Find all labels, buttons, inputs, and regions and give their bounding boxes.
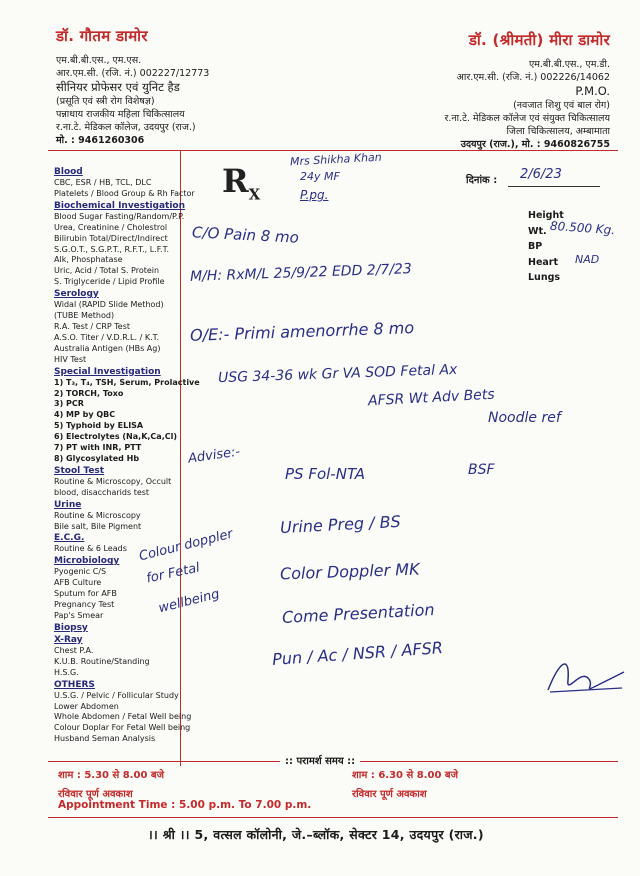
investigation-heading: E.C.G.	[54, 533, 85, 544]
investigation-item: Widal (RAPID Slide Method)	[54, 300, 164, 310]
vital-weight: Wt.	[528, 225, 547, 237]
investigation-heading: X-Ray	[54, 634, 83, 645]
hw-usg-1: USG 34-36 wk Gr VA SOD Fetal Ax	[217, 361, 458, 387]
investigation-item: AFB Culture	[54, 578, 102, 588]
investigation-heading: Serology	[54, 289, 99, 300]
investigation-heading: Biochemical Investigation	[54, 200, 186, 211]
investigation-item: Routine & Microscopy, Occult	[54, 476, 172, 486]
rx-symbol: $R_X$	[222, 162, 261, 204]
investigation-heading: Urine	[54, 499, 82, 510]
investigation-item: HIV Test	[54, 354, 87, 364]
investigation-heading: Biopsy	[54, 622, 88, 633]
hw-menstrual-history: M/H: RxM/L 25/9/22 EDD 2/7/23	[189, 261, 413, 285]
hw-rx-4: Come Presentation	[281, 600, 435, 627]
investigation-item: Pregnancy Test	[54, 600, 115, 610]
investigation-item: Husband Seman Analysis	[54, 734, 156, 744]
investigation-item: Colour Doplar For Fetal Well being	[54, 723, 191, 733]
hw-examination: O/E:- Primi amenorrhe 8 mo	[189, 318, 415, 345]
investigation-item: Routine & Microscopy	[54, 510, 141, 520]
hw-rx-1: PS Fol-NTA	[285, 465, 365, 483]
hw-rx-5: Pun / Ac / NSR / AFSR	[271, 638, 444, 669]
appointment-time: Appointment Time : 5.00 p.m. To 7.00 p.m.	[58, 799, 312, 811]
investigation-item: K.U.B. Routine/Standing	[54, 656, 150, 666]
doctor-right-name: डॉ. (श्रीमती) मीरा डामोर	[468, 31, 610, 49]
investigation-item: Australia Antigen (HBs Ag)	[54, 343, 161, 353]
doctor-right-speciality: (नवजात शिशु एवं बाल रोग)	[513, 100, 610, 111]
hw-chief-complaint: C/O Pain 8 mo	[191, 223, 300, 247]
investigation-item: Uric, Acid / Total S. Protein	[54, 266, 160, 276]
doctor-left-name: डॉ. गौतम डामोर	[56, 27, 148, 45]
doctor-left-college: र.ना.टे. मेडिकल कॉलेज, उदयपुर (राज.)	[56, 122, 196, 133]
doctor-left-degree: एम.बी.बी.एस., एम.एस.	[56, 55, 142, 66]
investigation-item: Chest P.A.	[54, 645, 94, 655]
investigation-item: 2) TORCH, Toxo	[54, 388, 124, 398]
investigation-heading: Blood	[54, 167, 83, 177]
investigation-item: 7) PT with INR, PTT	[54, 443, 142, 453]
hw-rx-2: Urine Preg / BS	[279, 511, 402, 538]
investigation-item: R.A. Test / CRP Test	[54, 321, 131, 331]
hw-side-note-2: for Fetal	[145, 560, 202, 587]
hw-usg-3: Noodle ref	[488, 410, 561, 426]
investigation-item: U.S.G. / Pelvic / Follicular Study	[54, 690, 179, 700]
hw-side-note-3: wellbeing	[157, 586, 222, 617]
doctor-right-degree: एम.बी.बी.एस., एम.डी.	[528, 59, 610, 70]
investigation-heading: Microbiology	[54, 556, 120, 567]
hw-rx-3: Color Doppler MK	[279, 559, 420, 584]
investigation-item: CBC, ESR / HB, TCL, DLC	[54, 178, 152, 187]
investigation-item: (TUBE Method)	[54, 311, 115, 321]
hw-heart-lungs: NAD	[575, 253, 600, 266]
investigation-item: Pap's Smear	[54, 611, 104, 620]
hw-side-note-1: Colour doppler	[137, 526, 235, 565]
investigation-item: blood, disaccharids test	[54, 487, 150, 497]
investigation-item: Urea, Creatinine / Cholestrol	[54, 222, 168, 232]
investigation-item: 5) Typhoid by ELISA	[54, 421, 144, 431]
investigation-item: 1) T₃, T₄, TSH, Serum, Prolactive	[54, 377, 200, 387]
hw-rx-1b: BSF	[468, 462, 495, 478]
doctor-right-hospital: जिला चिकित्सालय, अम्बामाता	[506, 126, 610, 137]
investigation-item: Platelets / Blood Group & Rh Factor	[54, 188, 195, 198]
clinic-address: ।। श्री ।। 5, वत्सल कॉलोनी, जे.–ब्लॉक, सेक्टर 14, उदयपुर (राज.)	[148, 827, 484, 842]
sidebar-divider	[180, 150, 181, 766]
address-divider	[48, 817, 618, 818]
doctor-left-designation: सीनियर प्रोफेसर एवं युनिट हैड	[56, 80, 180, 94]
investigation-item: Routine & 6 Leads	[54, 544, 127, 554]
investigation-item: S.G.O.T., S.G.P.T., R.F.T., L.F.T.	[54, 244, 170, 254]
doctor-left-mobile: मो. : 9461260306	[56, 135, 145, 146]
hw-usg-2: AFSR Wt Adv Bets	[367, 386, 496, 410]
hw-patient-name: Mrs Shikha Khan	[289, 150, 383, 169]
consult-title: :: परामर्श समय ::	[280, 753, 360, 767]
doctor-left-speciality: (प्रसूति एवं स्त्री रोग विशेषज्ञ)	[56, 96, 155, 107]
investigation-item: Lower Abdomen	[54, 701, 119, 711]
date-line	[508, 186, 600, 187]
header-divider	[48, 150, 618, 151]
investigation-heading: OTHERS	[54, 679, 95, 690]
doctor-left-reg: आर.एम.सी. (रजि. नं.) 002227/12773	[56, 68, 210, 79]
vital-heart: Heart	[528, 256, 559, 268]
doctor-right-reg: आर.एम.सी. (रजि. नं.) 002226/14062	[456, 72, 610, 83]
doctor-right-designation: P.M.O.	[575, 84, 610, 98]
footer-left-time: शाम : 5.30 से 8.00 बजे	[58, 770, 165, 781]
investigation-item: Bile salt, Bile Pigment	[54, 521, 142, 531]
investigation-item: H.S.G.	[54, 667, 79, 677]
investigation-item: Sputum for AFB	[54, 589, 117, 599]
hw-advise: Advise:-	[187, 444, 242, 467]
footer-right	[352, 766, 458, 804]
investigation-item: 3) PCR	[54, 399, 84, 409]
hw-ref: P.pg.	[300, 188, 329, 202]
footer-right-holiday: रविवार पूर्ण अवकाश	[352, 789, 427, 800]
investigation-heading: Stool Test	[54, 465, 105, 476]
investigation-item: 6) Electrolytes (Na,K,Ca,Cl)	[54, 432, 178, 442]
doctor-right-college: र.ना.टे. मेडिकल कॉलेज एवं संयुक्त चिकित्सालय	[444, 113, 610, 124]
vital-bp: BP	[528, 241, 543, 252]
investigation-item: Pyogenic C/S	[54, 567, 107, 577]
investigation-item: A.S.O. Titer / V.D.R.L. / K.T.	[54, 332, 160, 342]
vital-lungs: Lungs	[528, 272, 561, 283]
hw-date: 2/6/23	[520, 167, 562, 182]
investigation-item: Bilirubin Total/Direct/Indirect	[54, 233, 168, 243]
footer-left-holiday: रविवार पूर्ण अवकाश	[58, 789, 133, 800]
investigation-item: 8) Glycosylated Hb	[54, 453, 140, 463]
header-right	[350, 30, 610, 151]
doctor-right-mobile: उदयपुर (राज.), मो. : 9460826755	[460, 139, 610, 150]
hw-age: 24y MF	[300, 170, 340, 183]
doctor-left-hospital: पन्नाधाय राजकीय महिला चिकित्सालय	[56, 109, 185, 120]
footer-right-time: शाम : 6.30 से 8.00 बजे	[352, 770, 459, 781]
signature	[540, 650, 630, 700]
investigation-item: Blood Sugar Fasting/Random/P.P.	[54, 211, 185, 221]
investigation-item: 4) MP by QBC	[54, 410, 116, 420]
investigation-item: Alk, Phosphatase	[54, 255, 123, 265]
header-left	[56, 26, 316, 147]
hw-weight: 80.500 Kg.	[549, 218, 616, 238]
investigation-item: Whole Abdomen / Fetal Well being	[54, 712, 192, 722]
investigation-item: S. Triglyceride / Lipid Profile	[54, 277, 165, 287]
date-label: दिनांक :	[466, 175, 498, 186]
investigation-heading: Special Investigation	[54, 366, 161, 377]
vital-height: Height	[528, 210, 564, 221]
